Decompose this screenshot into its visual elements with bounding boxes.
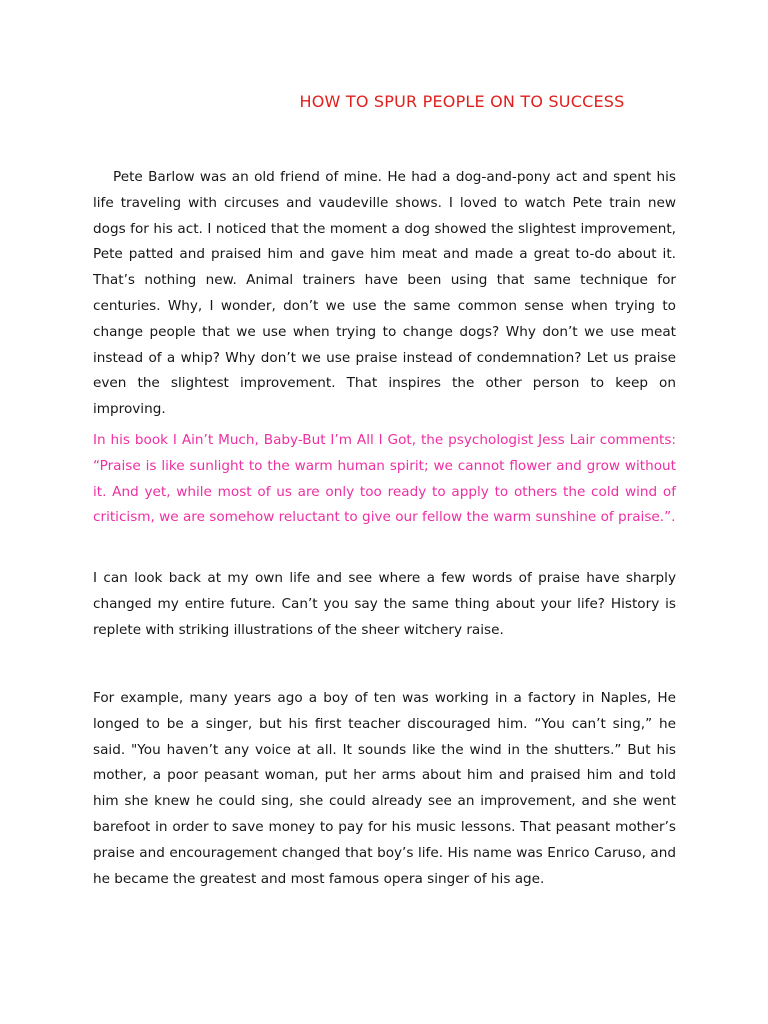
page-title: HOW TO SPUR PEOPLE ON TO SUCCESS <box>299 92 625 111</box>
paragraph-caruso-example: For example, many years ago a boy of ten was working in a factory in Naples, He longed to be a singer, but his first teacher discouraged him. “You can’t sing,” he said. "You haven’t any voice at all. It sounds like the wind in the shutters.” But his mother, a poor peasant woman, put her arms about him and praised him and told him she knew he could sing, she could already see an improvement, and she went barefoot in order to save money to pay for his music lessons. That peasant mother’s praise and encouragement changed that boy’s life. His name was Enrico Caruso, and he became the greatest and most famous opera singer of his age. <box>93 690 676 887</box>
paragraph-jess-lair-quote: In his book I Ain’t Much, Baby-But I’m All I Got, the psychologist Jess Lair comments: “Praise is like sunlight to the warm human spirit; we cannot flower and grow without it. And yet, while most of us are only too ready to apply to others the cold wind of criticism, we are somehow reluctant to give our fellow the warm sunshine of praise.”. <box>93 432 676 526</box>
paragraph-pete-barlow: Pete Barlow was an old friend of mine. He had a dog-and-pony act and spent his life traveling with circuses and vaudeville shows. I loved to watch Pete train new dogs for his act. I noticed that the moment a dog showed the slightest improvement, Pete patted and praised him and gave him meat and made a great to-do about it. That’s nothing new. Animal trainers have been using that same technique for centuries. Why, I wonder, don’t we use the same common sense when trying to change people that we use when trying to change dogs? Why don’t we use meat instead of a whip? Why don’t we use praise instead of condemnation? Let us praise even the slightest improvement. That inspires the other person to keep on improving. <box>93 169 676 418</box>
paragraph-personal-reflection: I can look back at my own life and see where a few words of praise have sharply changed my entire future. Can’t you say the same thing about your life? History is replete with striking illustrations of the sheer witchery raise. <box>93 570 676 638</box>
